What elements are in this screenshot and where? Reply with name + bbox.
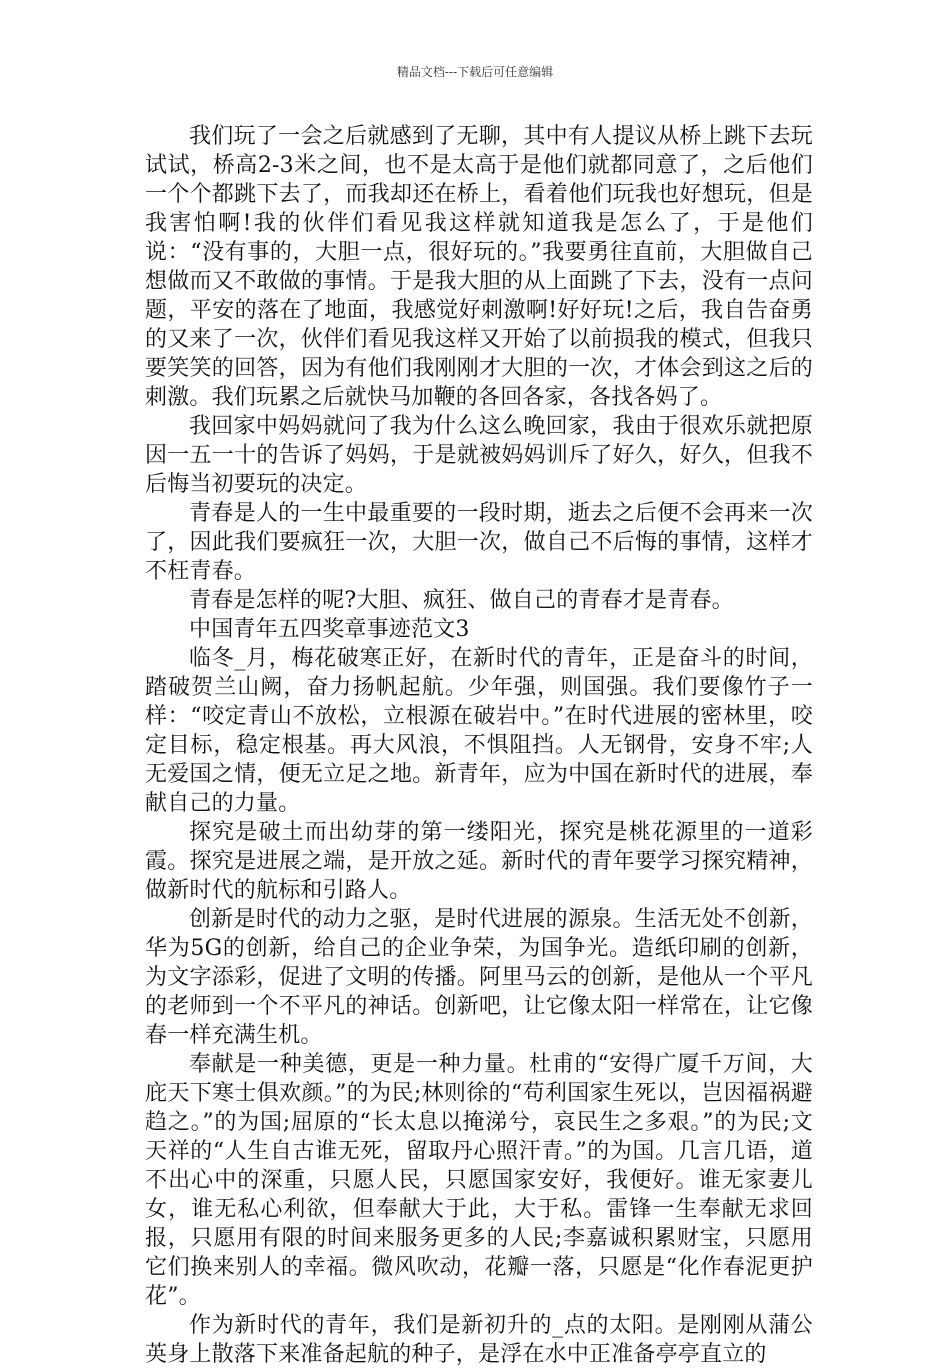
- paragraph-mother-scolding: 我回家中妈妈就问了我为什么这么晚回家，我由于很欢乐就把原因一五一十的告诉了妈妈，于是就被妈妈训斥了好久，好久，但我不后悔当初要玩的决定。: [145, 414, 813, 497]
- section-heading: 中国青年五四奖章事迹范文3: [189, 617, 470, 642]
- paragraph-bridge-jump: 我们玩了一会之后就感到了无聊，其中有人提议从桥上跳下去玩试试，桥高2-3米之间，也不是太高于是他们就都同意了，之后他们一个个都跳下去了，而我却还在桥上，看着他们玩我也好想玩，但是我害怕啊!我的伙伴们看见我这样就知道我是怎么了，于是他们说：“没有事的，大胆一点，很好玩的。”我要勇往直前，大胆做自己想做而又不敢做的事情。于是我大胆的从上面跳了下去，没有一点问题，平安的落在了地面，我感觉好刺激啊!好好玩!之后，我自告奋勇的又来了一次，伙伴们看见我这样又开始了以前损我的模式，但我只要笑笑的回答，因为有他们我刚刚才大胆的一次，才体会到这之后的刺激。我们玩累之后就快马加鞭的各回各家，各找各妈了。: [145, 124, 813, 410]
- paragraph-winter-plum: 临冬_月，梅花破寒正好，在新时代的青年，正是奋斗的时间，踏破贺兰山阙，奋力扬帆起航。少年强，则国强。我们要像竹子一样：“咬定青山不放松，立根源在破岩中。”在时代进展的密林里，咬定目标，稳定根基。再大风浪，不惧阻挡。人无钢骨，安身不牢;人无爱国之情，便无立足之地。新青年，应为中国在新时代的进展，奉献自己的力量。: [145, 646, 813, 816]
- paragraph-dedication: 奉献是一种美德，更是一种力量。杜甫的“安得广厦千万间，大庇天下寒士俱欢颜。”的为民;林则徐的“苟利国家生死以，岂因福祸避趋之。”的为国;屈原的“长太息以掩涕兮，哀民生之多艰。”的为民;文天祥的“人生自古谁无死，留取丹心照汗青。”的为国。几言几语，道不出心中的深重，只愿人民，只愿国家安好，我便好。谁无家妻儿女，谁无私心利欲，但奉献大于此，大于私。雷锋一生奉献无求回报，只愿用有限的时间来服务更多的人民;李嘉诚积累财宝，只愿用它们换来别人的幸福。微风吹动，花瓣一落，只愿是“化作春泥更护花”。: [145, 1052, 813, 1309]
- page-header: 精品文档---下载后可任意编辑: [396, 65, 554, 79]
- document-body: [145, 122, 813, 1369]
- paragraph-youth-once: 青春是人的一生中最重要的一段时期，逝去之后便不会再来一次了，因此我们要疯狂一次，大胆一次，做自己不后悔的事情，这样才不枉青春。: [145, 501, 813, 584]
- paragraph-what-is-youth: 青春是怎样的呢?大胆、疯狂、做自己的青春才是青春。: [189, 588, 734, 613]
- paragraph-innovation: 创新是时代的动力之驱，是时代进展的源泉。生活无处不创新，华为5G的创新，给自己的企业争荣，为国争光。造纸印刷的创新，为文字添彩，促进了文明的传播。阿里马云的创新，是他从一个平凡的老师到一个不平凡的神话。创新吧，让它像太阳一样常在，让它像春一样充满生机。: [145, 907, 813, 1048]
- paragraph-exploration: 探究是破土而出幼芽的第一缕阳光，探究是桃花源里的一道彩霞。探究是进展之端，是开放之延。新时代的青年要学习探究精神，做新时代的航标和引路人。: [145, 820, 813, 903]
- paragraph-new-youth: 作为新时代的青年，我们是新初升的_点的太阳。是刚刚从蒲公英身上散落下来准备起航的种子，是浮在水中正准备亭亭直立的: [145, 1313, 813, 1367]
